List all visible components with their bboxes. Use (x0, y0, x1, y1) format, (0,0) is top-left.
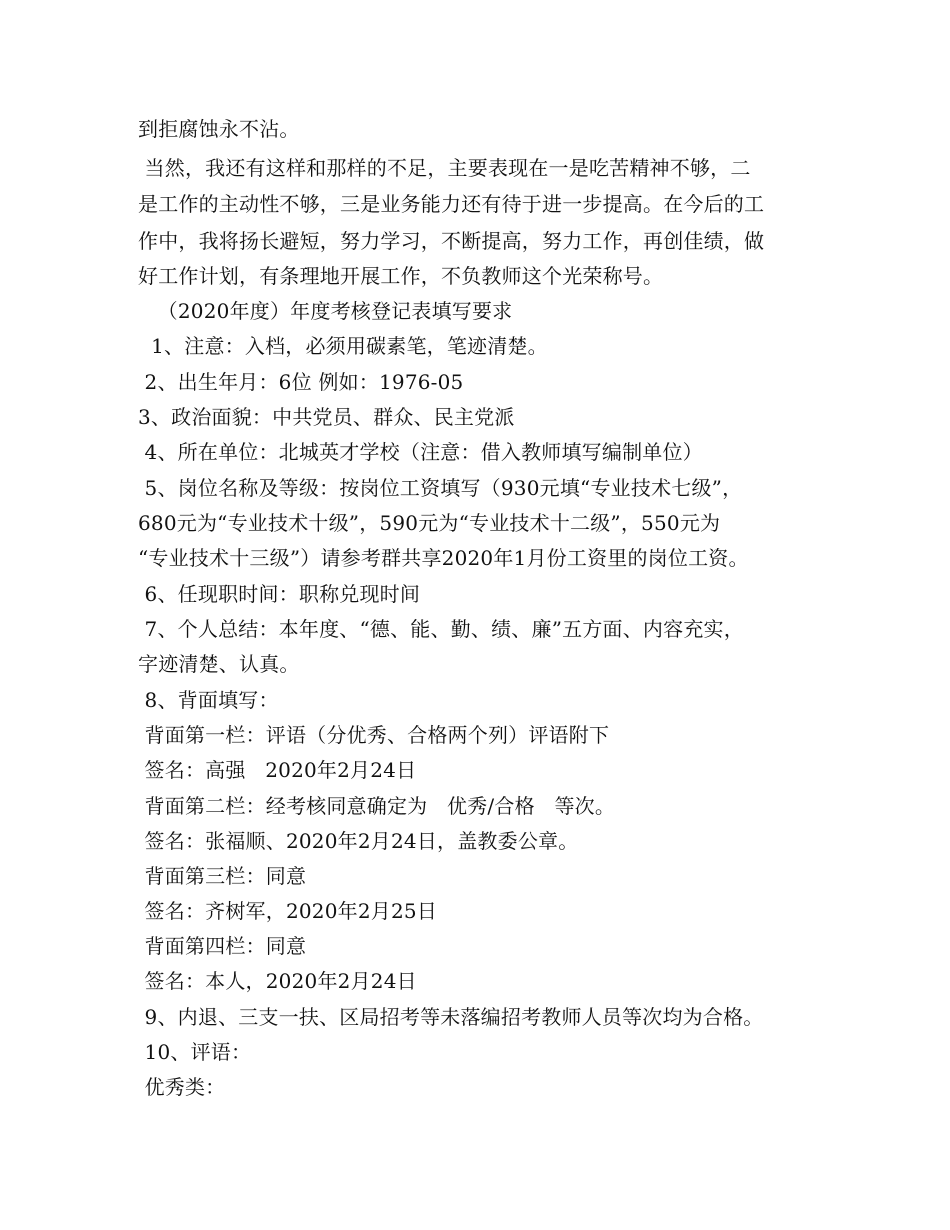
text-line: 作中，我将扬长避短，努力学习，不断提高，努力工作，再创佳绩，做 (138, 229, 765, 253)
text-line: 签名：齐树军，2020年2月25日 (138, 899, 438, 923)
text-line: 字迹清楚、认真。 (138, 652, 300, 676)
text-line: 9、内退、三支一扶、区局招考等未落编招考教师人员等次均为合格。 (138, 1005, 764, 1029)
text-line: 背面第四栏：同意 (138, 934, 307, 958)
text-line: 4、所在单位：北城英才学校（注意：借入教师填写编制单位） (138, 440, 703, 464)
text-line: 5、岗位名称及等级：按岗位工资填写（930元填“专业技术七级”， (138, 476, 743, 500)
text-line: 680元为“专业技术十级”，590元为“专业技术十二级”，550元为 (138, 511, 721, 535)
text-line: 7、个人总结：本年度、“德、能、勤、绩、廉”五方面、内容充实， (138, 617, 744, 641)
text-line: 背面第一栏：评语（分优秀、合格两个列）评语附下 (138, 723, 610, 747)
text-line: 背面第三栏：同意 (138, 864, 307, 888)
text-line: 10、评语： (138, 1040, 252, 1064)
text-line: 2、出生年月：6位 例如：1976-05 (138, 370, 464, 394)
text-line: 签名：高强 2020年2月24日 (138, 758, 417, 782)
text-line: “专业技术十三级”）请参考群共享2020年1月份工资里的岗位工资。 (138, 546, 749, 570)
text-line: 8、背面填写： (138, 688, 279, 712)
section-title: （2020年度）年度考核登记表填写要求 (138, 299, 513, 323)
text-line: 背面第二栏：经考核同意确定为 优秀/合格 等次。 (138, 794, 616, 818)
text-line: 是工作的主动性不够，三是业务能力还有待于进一步提高。在今后的工 (138, 192, 765, 216)
text-line: 签名：本人，2020年2月24日 (138, 969, 417, 993)
text-line: 1、注意：入档，必须用碳素笔，笔迹清楚。 (138, 334, 548, 358)
text-line: 3、政治面貌：中共党员、群众、民主党派 (138, 405, 515, 429)
text-line: 到拒腐蚀永不沾。 (138, 117, 300, 141)
text-line: 6、任现职时间：职称兑现时间 (138, 582, 421, 606)
text-line: 好工作计划，有条理地开展工作，不负教师这个光荣称号。 (138, 264, 664, 288)
text-line: 签名：张福顺、2020年2月24日，盖教委公章。 (138, 829, 579, 853)
text-line: 优秀类： (138, 1075, 226, 1099)
text-line: 当然，我还有这样和那样的不足，主要表现在一是吃苦精神不够，二 (138, 156, 751, 180)
